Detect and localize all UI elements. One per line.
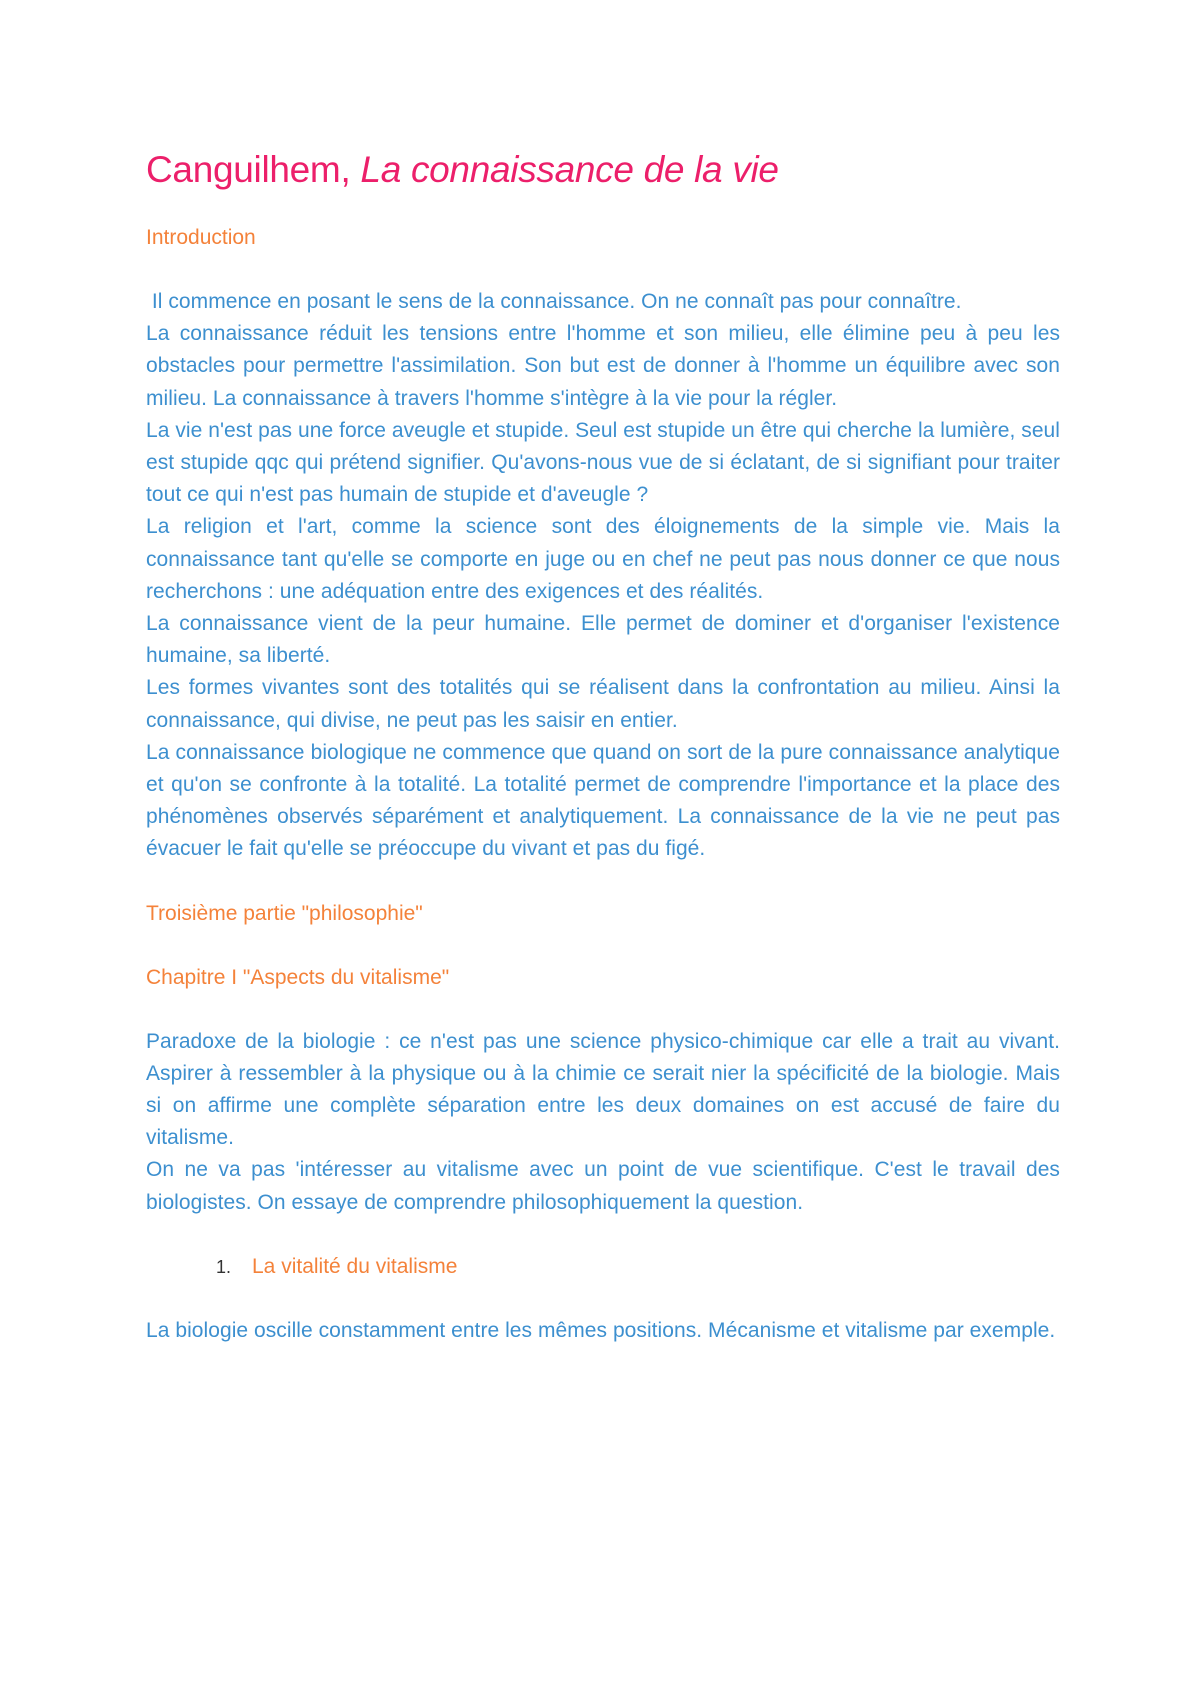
chapter-paragraph: Paradoxe de la biologie : ce n'est pas une science physico-chimique car elle a trait au vivant. Aspirer à ressembler à la physique ou à la chimie ce serait nier la spécificité de la biologie. Mais si on affirme une complète séparation entre les deux domaines on est accusé de faire du vitalisme. xyxy=(146,1029,1060,1150)
intro-paragraph: La religion et l'art, comme la science sont des éloignements de la simple vie. Mais la connaissance tant qu'elle se comporte en juge ou en chef ne peut pas nous donner ce que nous recherchons : une adéquation entre des exigences et des réalités. xyxy=(146,515,1060,603)
intro-paragraph: La vie n'est pas une force aveugle et stupide. Seul est stupide un être qui cherche la lumière, seul est stupide qqc qui prétend signifier. Qu'avons-nous vue de si éclatant, de si signifiant pour traiter tout ce qui n'est pas humain de stupide et d'aveugle ? xyxy=(146,418,1060,507)
document-title xyxy=(146,140,1060,200)
intro-paragraph: La connaissance biologique ne commence que quand on sort de la pure connaissance analytique et qu'on se confronte à la totalité. La totalité permet de comprendre l'importance et la place des phénomènes observés séparément et analytiquement. La connaissance de la vie ne peut pas évacuer le fait qu'elle se préoccupe du vivant et pas du figé. xyxy=(146,740,1060,861)
document-page xyxy=(146,140,1060,1347)
final-paragraph: La biologie oscille constamment entre les mêmes positions. Mécanisme et vitalisme par exemple. xyxy=(146,1318,1056,1342)
part-heading: Troisième partie "philosophie" xyxy=(146,901,423,925)
spacer xyxy=(146,866,1060,898)
intro-section xyxy=(146,286,1060,866)
intro-paragraph: La connaissance vient de la peur humaine. Elle permet de dominer et d'organiser l'existence humaine, sa liberté. xyxy=(146,612,1060,668)
numbered-list xyxy=(146,1251,1060,1283)
intro-paragraph: Il commence en posant le sens de la connaissance. On ne connaît pas pour connaître. xyxy=(146,290,962,313)
intro-heading: Introduction xyxy=(146,226,256,249)
chapter-heading: Chapitre I "Aspects du vitalisme" xyxy=(146,965,450,989)
chapter-section xyxy=(146,1026,1060,1219)
spacer xyxy=(146,1283,1060,1315)
list-item xyxy=(146,1251,1060,1283)
chapter-paragraph: On ne va pas 'intéresser au vitalisme avec un point de vue scientifique. C'est le travail des biologistes. On essaye de comprendre philosophiquement la question. xyxy=(146,1158,1060,1214)
spacer xyxy=(146,1219,1060,1251)
intro-paragraph: La connaissance réduit les tensions entre l'homme et son milieu, elle élimine peu à peu les obstacles pour permettre l'assimilation. Son but est de donner à l'homme un équilibre avec son milieu. La connaissance à travers l'homme s'intègre à la vie pour la régler. xyxy=(146,322,1060,410)
spacer xyxy=(146,994,1060,1026)
intro-paragraph: Les formes vivantes sont des totalités qui se réalisent dans la confrontation au milieu. Ainsi la connaissance, qui divise, ne peut pas les saisir en entier. xyxy=(146,676,1060,732)
spacer xyxy=(146,254,1060,286)
list-label: La vitalité du vitalisme xyxy=(252,1254,458,1278)
title-author: Canguilhem, xyxy=(146,149,361,190)
list-number: 1. xyxy=(216,1256,232,1277)
spacer xyxy=(146,930,1060,962)
title-book: La connaissance de la vie xyxy=(360,149,779,190)
